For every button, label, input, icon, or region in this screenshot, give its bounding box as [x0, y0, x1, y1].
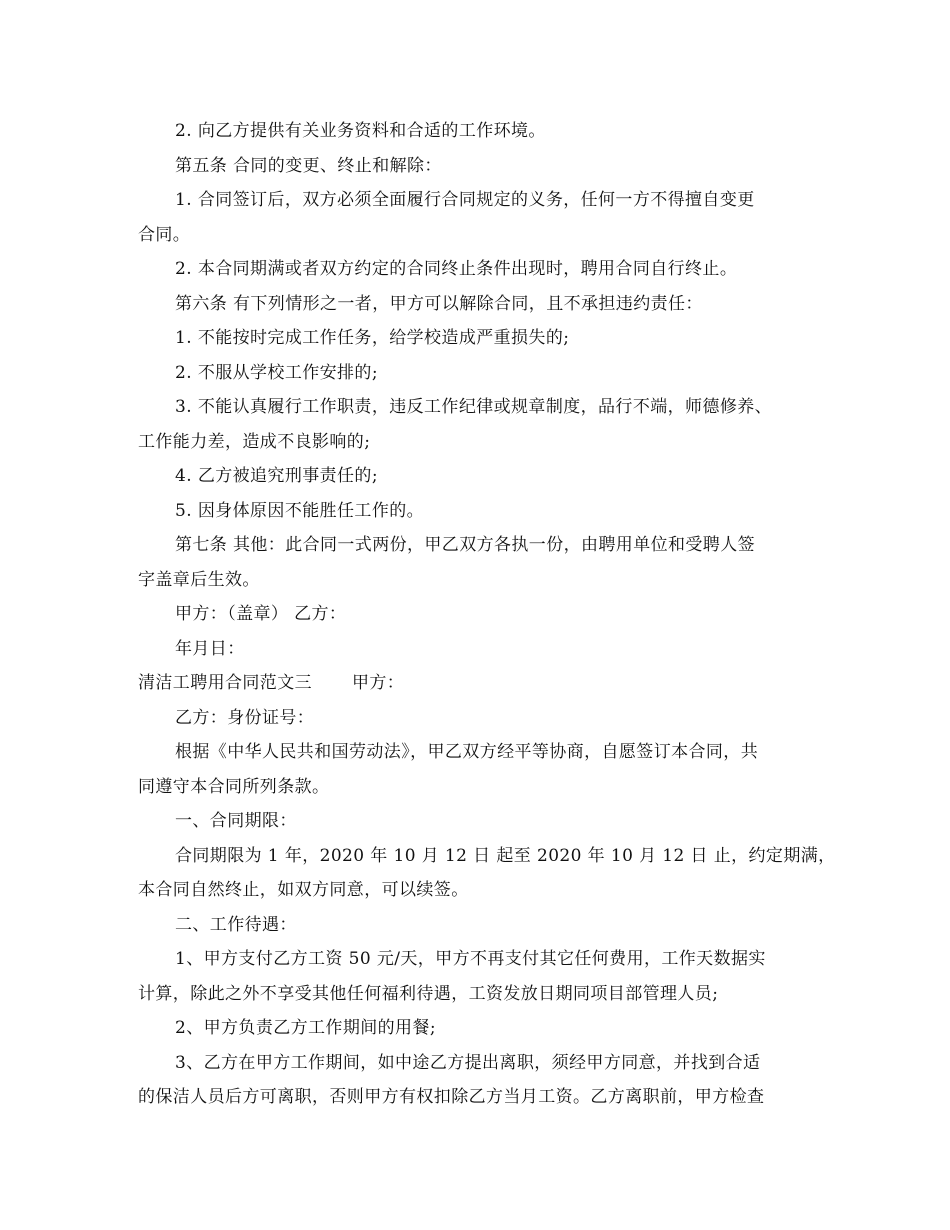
paragraph-line: 的保洁人员后方可离职，否则甲方有权扣除乙方当月工资。乙方离职前，甲方检查 [138, 1087, 765, 1107]
paragraph-line: 同遵守本合同所列条款。 [138, 776, 330, 797]
clause-heading: 二、工作待遇： [175, 914, 297, 935]
section-title-line [138, 666, 818, 701]
paragraph-line: 工作能力差，造成不良影响的; [138, 431, 371, 452]
party-b-line: 乙方：身份证号： [175, 707, 315, 728]
clause-heading: 一、合同期限： [175, 811, 297, 831]
article-heading: 第七条 其他：此合同一式两份，甲乙双方各执一份，由聘用单位和受聘人签 [175, 535, 756, 555]
article-heading: 第六条 有下列情形之一者，甲方可以解除合同，且不承担违约责任： [175, 293, 703, 314]
paragraph-line: 1. 不能按时完成工作任务，给学校造成严重损失的; [175, 328, 570, 348]
paragraph-line: 2. 向乙方提供有关业务资料和合适的工作环境。 [175, 121, 546, 141]
party-a-label: 甲方： [352, 673, 405, 693]
paragraph-line: 根据《中华人民共和国劳动法》，甲乙双方经平等协商，自愿签订本合同，共 [175, 742, 759, 762]
paragraph-line: 2、甲方负责乙方工作期间的用餐; [175, 1018, 436, 1038]
paragraph-line: 5. 因身体原因不能胜任工作的。 [175, 500, 425, 521]
paragraph-line: 1. 合同签订后，双方必须全面履行合同规定的义务，任何一方不得擅自变更 [175, 190, 755, 210]
paragraph-line: 1、甲方支付乙方工资 50 元/天，甲方不再支付其它任何费用，工作天数据实 [175, 949, 766, 969]
paragraph-line: 合同期限为 1 年，2020 年 10 月 12 日 起至 2020 年 10 月 12 日 止，约定期满， [175, 845, 836, 866]
paragraph-line: 计算，除此之外不享受其他任何福利待遇，工资发放日期同项目部管理人员; [138, 983, 719, 1004]
paragraph-line: 3、乙方在甲方工作期间，如中途乙方提出离职，须经甲方同意，并找到合适 [175, 1052, 761, 1073]
date-line: 年月日： [175, 638, 245, 659]
paragraph-line: 字盖章后生效。 [138, 569, 260, 590]
article-heading: 第五条 合同的变更、终止和解除： [175, 155, 442, 176]
paragraph-line: 2. 本合同期满或者双方约定的合同终止条件出现时，聘用合同自行终止。 [175, 259, 738, 279]
section-title: 清洁工聘用合同范文三 [138, 673, 312, 693]
paragraph-line: 3. 不能认真履行工作职责，违反工作纪律或规章制度，品行不端，师德修养、 [175, 397, 773, 417]
paragraph-line: 2. 不服从学校工作安排的; [175, 362, 378, 383]
paragraph-line: 本合同自然终止，如双方同意，可以续签。 [138, 880, 469, 900]
paragraph-line: 合同。 [138, 224, 191, 245]
document-body [138, 114, 836, 1115]
paragraph-line: 4. 乙方被追究刑事责任的; [175, 466, 378, 486]
signature-line: 甲方：（盖章） 乙方： [175, 604, 347, 624]
